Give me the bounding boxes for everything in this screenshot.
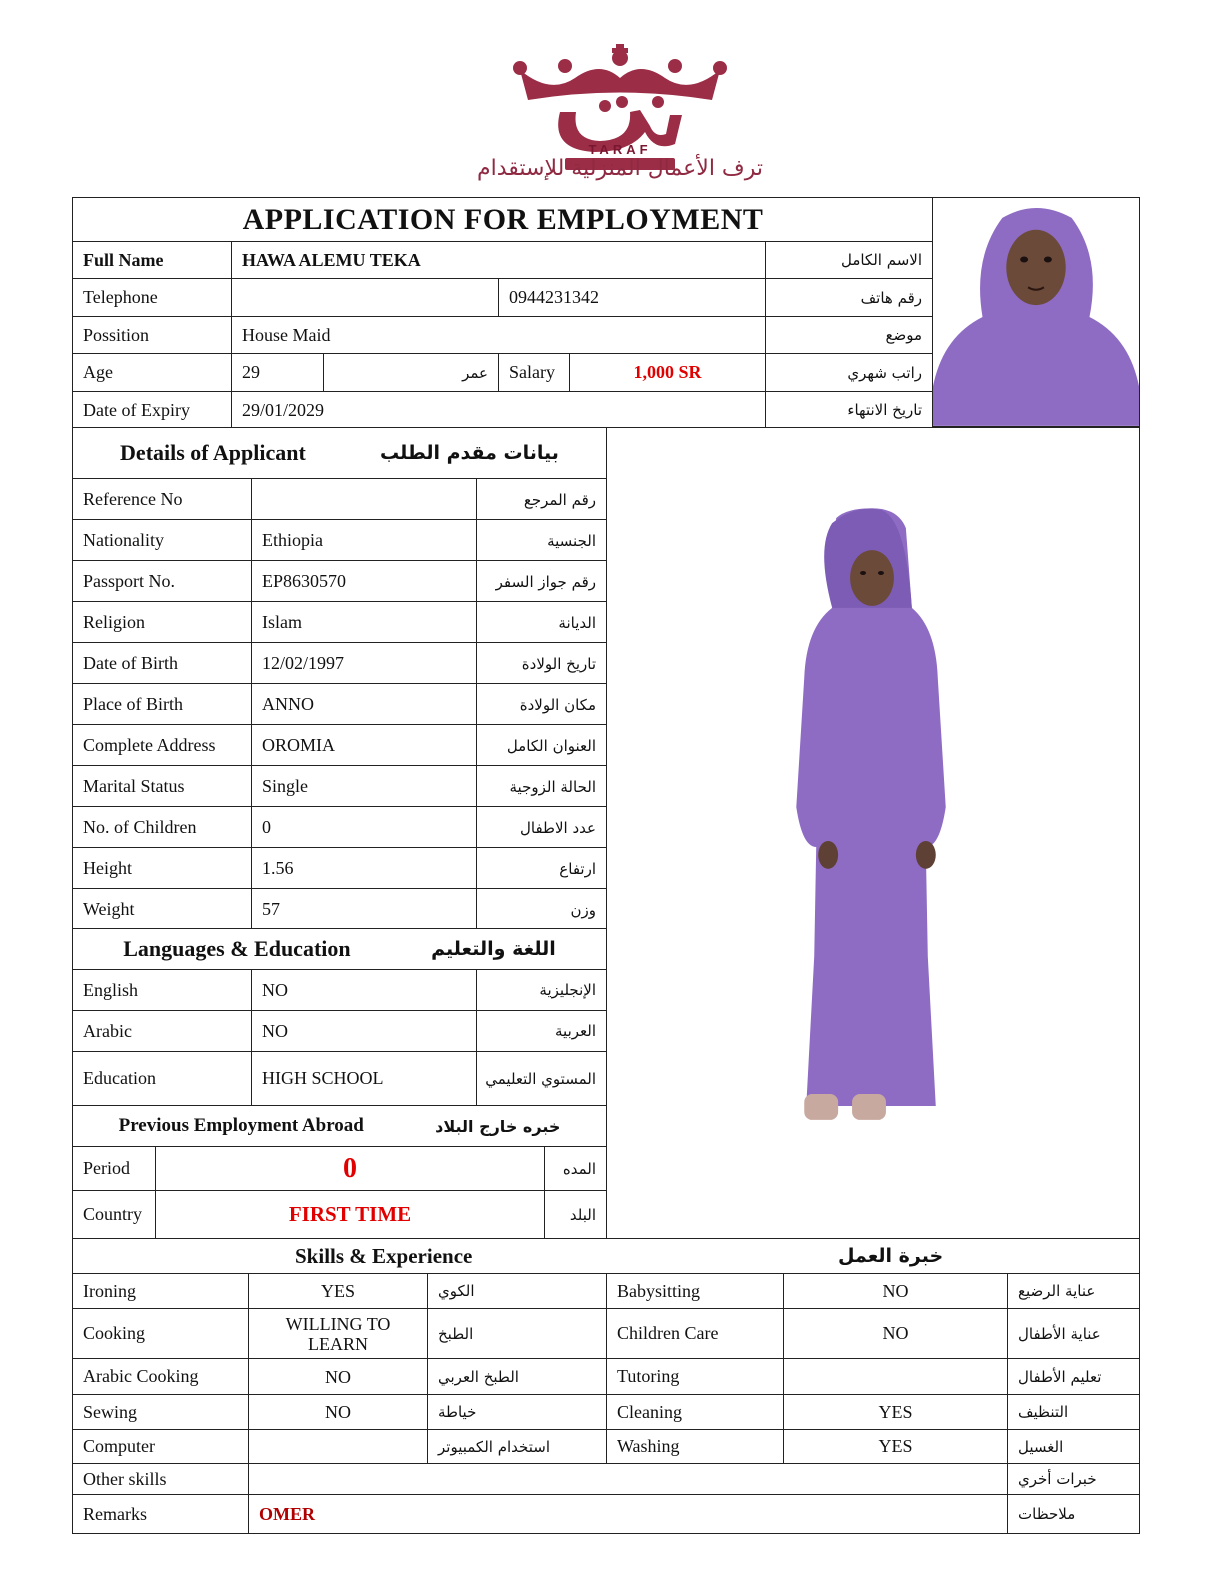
full-body-image	[607, 428, 1139, 1238]
details-row-value: OROMIA	[251, 724, 477, 767]
skill-label: Washing	[606, 1429, 784, 1464]
details-row-label: Religion	[72, 601, 252, 644]
age-label: Age	[72, 353, 232, 392]
details-row-ar: رقم المرجع	[476, 478, 607, 521]
salary-ar: راتب شهري	[765, 353, 933, 392]
details-row-value: ANNO	[251, 683, 477, 726]
skill-value: YES	[248, 1273, 428, 1309]
details-row-ar: العنوان الكامل	[476, 724, 607, 767]
language-row-ar: المستوي التعليمي	[476, 1051, 607, 1106]
details-row-value: 57	[251, 888, 477, 931]
skill-value: NO	[248, 1394, 428, 1430]
period-label: Period	[72, 1146, 156, 1191]
full-name-label: Full Name	[72, 241, 232, 279]
salary-label: Salary	[498, 353, 570, 392]
skills-heading	[72, 1238, 1140, 1274]
skill-ar: خياطة	[427, 1394, 607, 1430]
previous-heading	[72, 1105, 607, 1147]
details-row-label: Reference No	[72, 478, 252, 521]
language-row-value: NO	[251, 969, 477, 1011]
skill-label: Arabic Cooking	[72, 1358, 249, 1395]
remarks-label: Remarks	[72, 1494, 249, 1534]
country-label: Country	[72, 1190, 156, 1239]
skills-heading-en: Skills & Experience	[295, 1243, 473, 1268]
details-heading-ar: بيانات مقدم الطلب	[379, 442, 559, 464]
remarks-value: OMER	[248, 1494, 1008, 1534]
details-row-label: Place of Birth	[72, 683, 252, 726]
salary-value: 1,000 SR	[569, 353, 766, 392]
telephone-blank	[231, 278, 499, 317]
skills-heading-ar: خبرة العمل	[838, 1245, 944, 1267]
details-row-value: Single	[251, 765, 477, 808]
skill-value: WILLING TO LEARN	[248, 1308, 428, 1359]
position-label: Possition	[72, 316, 232, 354]
details-row-label: Weight	[72, 888, 252, 931]
skill-label: Babysitting	[606, 1273, 784, 1309]
details-heading	[72, 427, 607, 479]
details-row-label: Marital Status	[72, 765, 252, 808]
details-row-ar: الديانة	[476, 601, 607, 644]
portrait-photo	[932, 197, 1140, 427]
details-row-label: Passport No.	[72, 560, 252, 603]
details-row-ar: رقم جواز السفر	[476, 560, 607, 603]
previous-heading-ar: خبره خارج البلاد	[435, 1116, 561, 1136]
skill-value	[248, 1429, 428, 1464]
full-name-value: HAWA ALEMU TEKA	[231, 241, 766, 279]
details-row-label: Nationality	[72, 519, 252, 562]
skill-label: Cleaning	[606, 1394, 784, 1430]
skill-label: Tutoring	[606, 1358, 784, 1395]
other-skills-label: Other skills	[72, 1463, 249, 1495]
skill-ar: تعليم الأطفال	[1007, 1358, 1140, 1395]
skill-label: Computer	[72, 1429, 249, 1464]
age-ar: عمر	[323, 353, 499, 392]
details-row-ar: عدد الاطفال	[476, 806, 607, 849]
skill-ar: الطبخ	[427, 1308, 607, 1359]
previous-heading-en: Previous Employment Abroad	[118, 1115, 364, 1136]
telephone-ar: رقم هاتف	[765, 278, 933, 317]
languages-heading	[72, 928, 607, 970]
portrait-image	[933, 198, 1139, 426]
skill-ar: الغسيل	[1007, 1429, 1140, 1464]
details-row-value: Ethiopia	[251, 519, 477, 562]
remarks-ar: ملاحظات	[1007, 1494, 1140, 1534]
details-row-value	[251, 478, 477, 521]
skill-label: Ironing	[72, 1273, 249, 1309]
details-row-ar: ارتفاع	[476, 847, 607, 890]
details-row-value: 12/02/1997	[251, 642, 477, 685]
period-ar: المده	[544, 1146, 607, 1191]
skill-label: Sewing	[72, 1394, 249, 1430]
skill-ar: الطبخ العربي	[427, 1358, 607, 1395]
tagline: ترف الأعمال المنزلية للإستقدام	[477, 156, 763, 181]
expiry-ar: تاريخ الانتهاء	[765, 391, 933, 429]
details-row-ar: وزن	[476, 888, 607, 931]
languages-heading-ar: اللغة والتعليم	[431, 938, 556, 960]
details-row-label: Complete Address	[72, 724, 252, 767]
skill-value: NO	[248, 1358, 428, 1395]
full-name-ar: الاسم الكامل	[765, 241, 933, 279]
skill-value: NO	[783, 1308, 1008, 1359]
details-row-ar: الجنسية	[476, 519, 607, 562]
details-row-label: No. of Children	[72, 806, 252, 849]
details-row-value: EP8630570	[251, 560, 477, 603]
telephone-value: 0944231342	[498, 278, 766, 317]
period-value: 0	[155, 1146, 545, 1191]
skill-ar: الكوي	[427, 1273, 607, 1309]
country-value: FIRST TIME	[155, 1190, 545, 1239]
details-row-ar: الحالة الزوجية	[476, 765, 607, 808]
details-heading-en: Details of Applicant	[120, 440, 306, 465]
details-row-value: Islam	[251, 601, 477, 644]
language-row-value: HIGH SCHOOL	[251, 1051, 477, 1106]
position-ar: موضع	[765, 316, 933, 354]
skill-value: NO	[783, 1273, 1008, 1309]
details-row-value: 1.56	[251, 847, 477, 890]
skill-ar: استخدام الكمبيوتر	[427, 1429, 607, 1464]
skill-label: Cooking	[72, 1308, 249, 1359]
skill-value: YES	[783, 1429, 1008, 1464]
skill-ar: عناية الأطفال	[1007, 1308, 1140, 1359]
skill-ar: التنظيف	[1007, 1394, 1140, 1430]
languages-heading-en: Languages & Education	[123, 936, 351, 961]
brand-name: TARAF	[588, 142, 652, 157]
position-value: House Maid	[231, 316, 766, 354]
details-row-value: 0	[251, 806, 477, 849]
details-row-label: Height	[72, 847, 252, 890]
other-skills-value	[248, 1463, 1008, 1495]
language-row-label: Arabic	[72, 1010, 252, 1052]
language-row-ar: الإنجليزية	[476, 969, 607, 1011]
skill-value	[783, 1358, 1008, 1395]
details-row-label: Date of Birth	[72, 642, 252, 685]
language-row-value: NO	[251, 1010, 477, 1052]
full-body-photo	[606, 427, 1140, 1239]
age-value: 29	[231, 353, 324, 392]
language-row-ar: العربية	[476, 1010, 607, 1052]
other-skills-ar: خبرات أخري	[1007, 1463, 1140, 1495]
language-row-label: English	[72, 969, 252, 1011]
skill-value: YES	[783, 1394, 1008, 1430]
page-title: APPLICATION FOR EMPLOYMENT	[72, 197, 934, 242]
details-row-ar: مكان الولادة	[476, 683, 607, 726]
expiry-value: 29/01/2029	[231, 391, 766, 429]
telephone-label: Telephone	[72, 278, 232, 317]
country-ar: البلد	[544, 1190, 607, 1239]
skill-label: Children Care	[606, 1308, 784, 1359]
language-row-label: Education	[72, 1051, 252, 1106]
skill-ar: عناية الرضيع	[1007, 1273, 1140, 1309]
expiry-label: Date of Expiry	[72, 391, 232, 429]
details-row-ar: تاريخ الولادة	[476, 642, 607, 685]
